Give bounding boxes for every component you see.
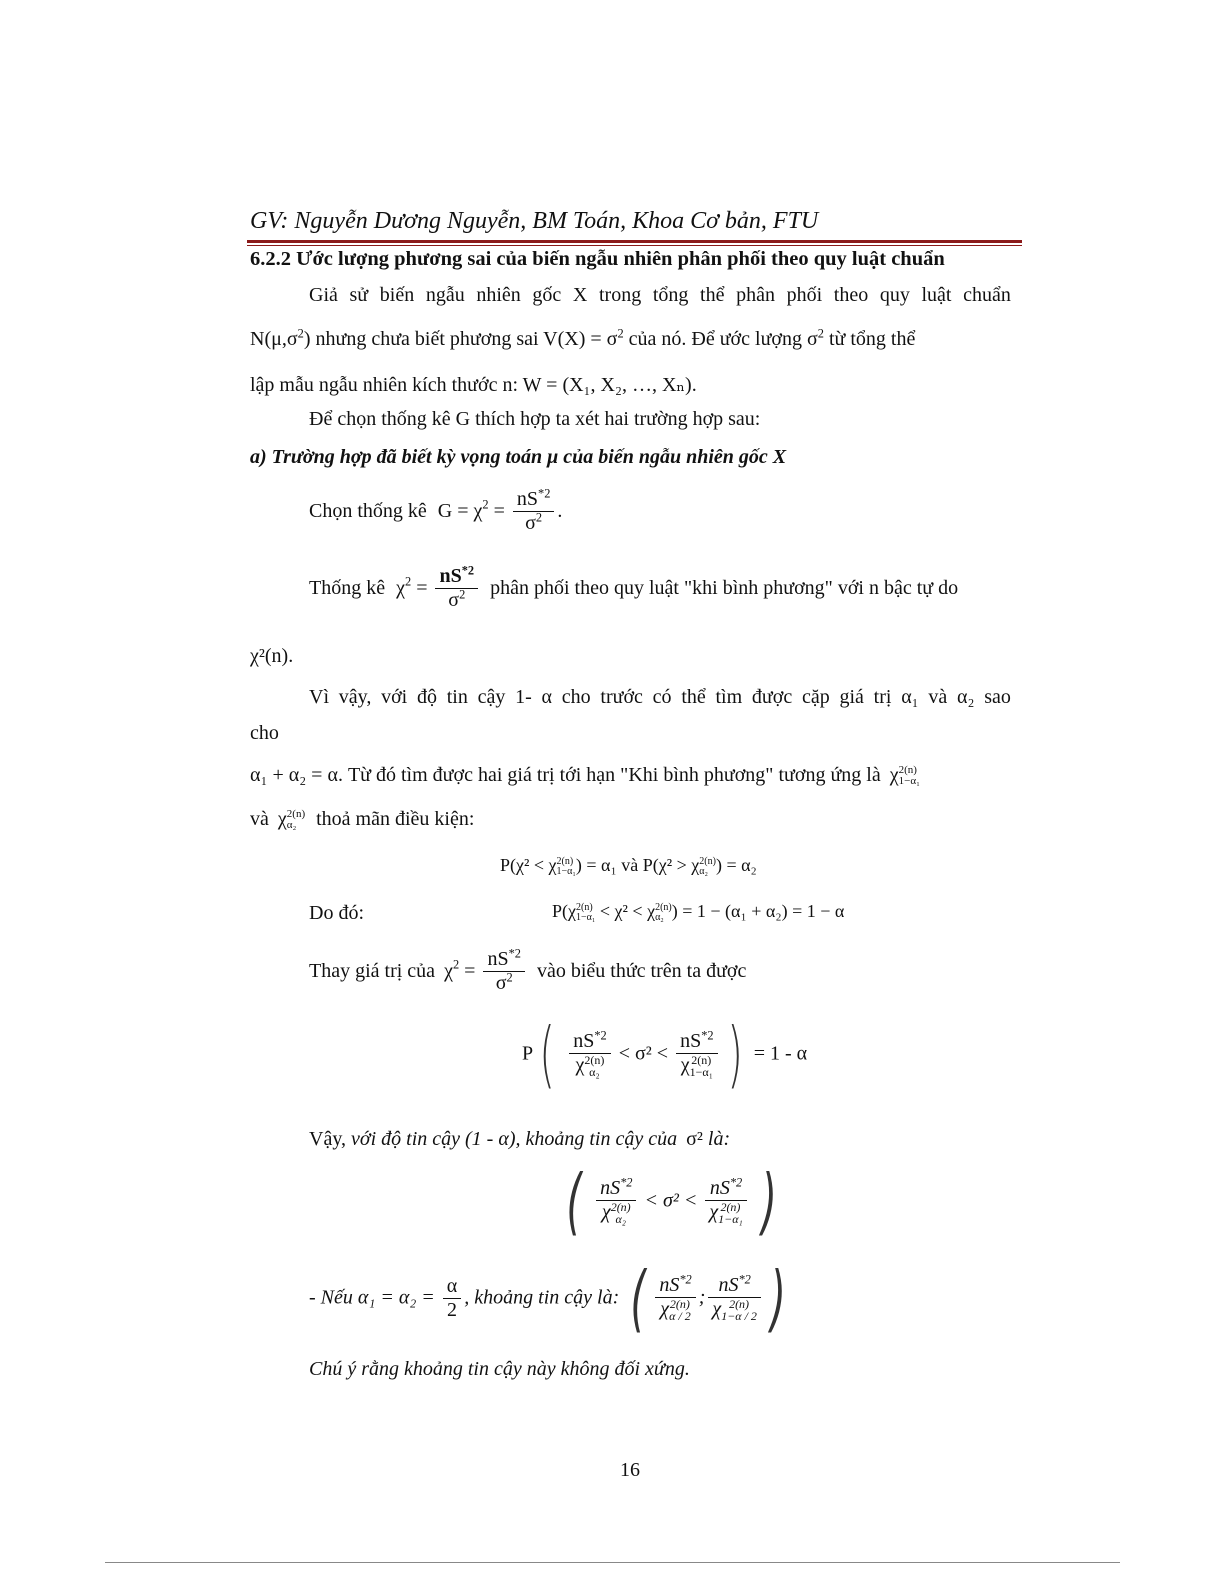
word: thể <box>700 284 725 306</box>
header-rule-thin <box>247 245 1022 246</box>
word: trước <box>600 686 643 708</box>
conclusion-line: Vậy, với độ tin cậy (1 - α), khoảng tin cậy của σ² là: <box>309 1128 731 1150</box>
word: vậy, <box>338 686 372 708</box>
fraction-ns2-over-sigma2-bold: $\frac{nS^{*2}}{\sigma^2}$ <box>435 565 478 612</box>
page-number: 16 <box>620 1459 640 1481</box>
word: chuẩn <box>963 284 1011 306</box>
word: biến <box>379 284 415 306</box>
right-paren: ) <box>726 1012 743 1096</box>
word: và <box>928 686 948 708</box>
fraction-ns2-over-sigma2: $\frac{nS^{*2}}{\sigma^2}$ <box>513 488 555 535</box>
word: tin <box>446 686 468 708</box>
case-a-heading: a) Trường hợp đã biết kỳ vọng toán μ của biến ngẫu nhiên gốc X <box>250 446 787 468</box>
paragraph-3-line-4: và χ 2(n) α₂ thoả mãn điều kiện: <box>250 808 475 832</box>
word: với <box>381 686 408 708</box>
word: trị <box>873 686 892 708</box>
footer-rule <box>105 1562 1120 1563</box>
choose-statistic: Chọn thống kê $G = \chi^2$ = $\frac{nS^{*2}}{\sigma^2}$ . <box>309 486 563 534</box>
equation-interval-probability: P( $nS^{*2}$ χ 2(n) α₂ < σ² < $nS^{*2}$ χ 2(n) 1−α₁ ) = 1 - α <box>522 1012 808 1096</box>
word: giá <box>839 686 864 708</box>
word: ngẫu <box>425 284 465 306</box>
word: α <box>541 686 553 708</box>
word: theo <box>833 284 869 306</box>
word: 1- <box>515 686 532 708</box>
paragraph-1-line-2: $N(\mu,\sigma^2)$ nhưng chưa biết phương sai $V(X) = \sigma^2$ của nó. Để ước lượng $\sigma^2$ từ tổng thể <box>250 326 916 350</box>
word: cậy <box>477 686 506 708</box>
confidence-interval: ( $nS^{*2}$ χ 2(n) α₂ < σ² < $nS^{*2}$ χ 2(n) 1−α₁ ) <box>566 1159 777 1243</box>
chi-square-n: χ²(n). <box>250 645 294 667</box>
equation-probabilities: P(χ² < χ 2(n) 1−α₁ ) = α₁ và P(χ² > χ 2(n) α₂ ) = α₂ <box>500 855 757 877</box>
paragraph-3-line-3: α₁ + α₂ = α. Từ đó tìm được hai giá trị tới hạn "Khi bình phương" tương ứng là χ 2(n) 1−α₁ <box>250 764 920 788</box>
word: Vì <box>309 686 329 708</box>
equation-combined-probability: P(χ 2(n) 1−α₁ < χ² < χ 2(n) α₂ ) = 1 − (α₁ + α₂) = 1 − α <box>552 901 845 923</box>
word: được <box>751 686 793 708</box>
substitution-line: Thay giá trị của $\chi^2$ = $\frac{nS^{*2}}{\sigma^2}$ vào biểu thức trên ta được <box>309 946 747 994</box>
word: độ <box>416 686 437 708</box>
word: Giả <box>309 284 338 306</box>
word: quy <box>879 284 910 306</box>
paragraph-1-line-3: lập mẫu ngẫu nhiên kích thước n: W = (X₁, X₂, …, Xₙ). <box>250 374 697 396</box>
word: thể <box>681 686 706 708</box>
word: tổng <box>652 284 689 306</box>
word: luật <box>921 284 952 306</box>
word: trong <box>599 284 642 306</box>
statistic-distribution: Thống kê $\chi^2$ = $\frac{nS^{*2}}{\sigma^2}$ phân phối theo quy luật "khi bình phương" với n bậc tự do <box>309 563 959 611</box>
word: α₂ <box>957 686 975 708</box>
page-header: GV: Nguyễn Dương Nguyễn, BM Toán, Khoa Cơ bản, FTU <box>250 208 819 234</box>
word: tìm <box>715 686 743 708</box>
word: cho <box>561 686 591 708</box>
paragraph-1-line-1 <box>309 284 1011 307</box>
paragraph-3-line-2: cho <box>250 722 279 744</box>
word: X <box>572 284 588 306</box>
word: nhiên <box>476 284 521 306</box>
word: α₁ <box>901 686 919 708</box>
paragraph-2: Để chọn thống kê G thích hợp ta xét hai trường hợp sau: <box>309 408 761 430</box>
section-title: 6.2.2 Ước lượng phương sai của biến ngẫu nhiên phân phối theo quy luật chuẩn <box>250 248 945 270</box>
word: sử <box>349 284 369 306</box>
header-rule <box>247 240 1022 243</box>
word: có <box>652 686 672 708</box>
symmetric-alpha-case: - Nếu α₁ = α₂ = $\frac{\alpha}{2}$ , khoảng tin cậy là: ( $nS^{*2}$ χ 2(n) α / 2 ; $nS^{*2}$ χ 2(n) 1−α / 2 ) <box>309 1256 786 1340</box>
word: phối <box>786 284 823 306</box>
word: gốc <box>532 284 562 306</box>
paragraph-3-line-1 <box>309 686 1011 709</box>
word: phân <box>736 284 775 306</box>
equation-therefore-label: Do đó: <box>309 902 364 924</box>
left-paren: ( <box>539 1012 555 1096</box>
word: sao <box>984 686 1011 708</box>
word: cặp <box>801 686 830 708</box>
asymmetry-note: Chú ý rằng khoảng tin cậy này không đối xứng. <box>309 1358 690 1380</box>
